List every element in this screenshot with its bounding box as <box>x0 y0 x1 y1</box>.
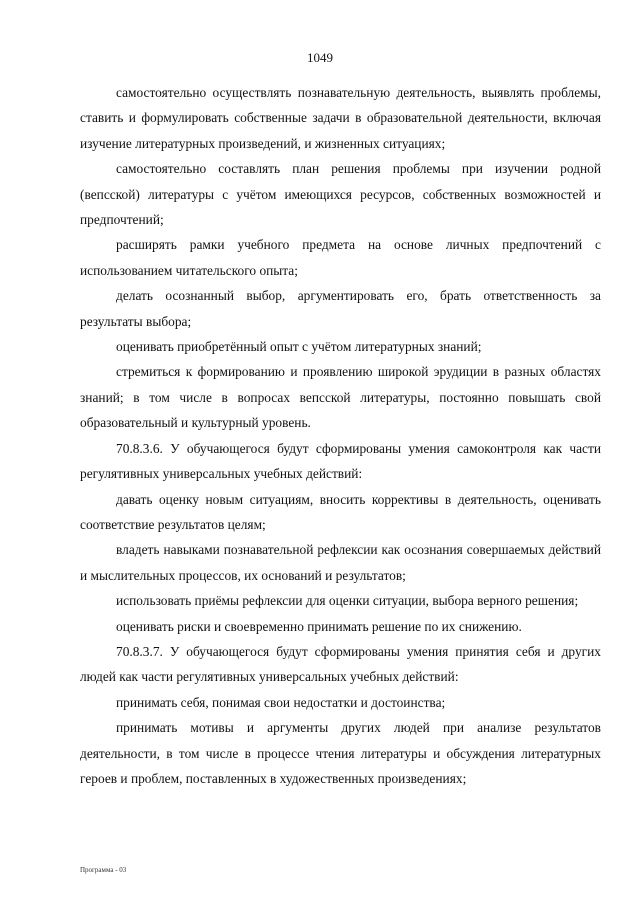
paragraph: давать оценку новым ситуациям, вносить коррективы в деятельность, оценивать соответствие результатов целям; <box>80 491 601 532</box>
section-paragraph: 70.8.3.7. У обучающегося будут сформированы умения принятия себя и других людей как части регулятивных универсальных учебных действий: <box>80 643 601 685</box>
footer-label: Программа - 03 <box>80 866 127 874</box>
paragraph: делать осознанный выбор, аргументировать его, брать ответственность за результаты выбора; <box>80 288 601 329</box>
paragraph: расширять рамки учебного предмета на основе личных предпочтений с использованием читательского опыта; <box>80 237 601 278</box>
page-number: 1049 <box>307 50 333 65</box>
paragraph: оценивать приобретённый опыт с учётом литературных знаний; <box>116 339 482 355</box>
paragraph: владеть навыками познавательной рефлексии как осознания совершаемых действий и мыслительных процессов, их оснований и результатов; <box>80 542 601 583</box>
paragraph: использовать приёмы рефлексии для оценки ситуации, выбора верного решения; <box>116 593 579 609</box>
paragraph: самостоятельно составлять план решения проблемы при изучении родной (вепсской) литературы с учётом имеющихся ресурсов, собственных возможностей и предпочтений; <box>80 161 601 228</box>
paragraph: самостоятельно осуществлять познавательную деятельность, выявлять проблемы, ставить и формулировать собственные задачи в образовательной деятельности, включая изучение литературных произведений, и жизненных ситуациях; <box>80 85 601 151</box>
paragraph: принимать себя, понимая свои недостатки и достоинства; <box>116 694 446 710</box>
paragraph: стремиться к формированию и проявлению широкой эрудиции в разных областях знаний; в том числе в вопросах вепсской литературы, постоянно повышать свой образовательный и культурный уровень. <box>80 364 601 431</box>
document-body <box>80 80 601 791</box>
section-paragraph: 70.8.3.6. У обучающегося будут сформированы умения самоконтроля как части регулятивных универсальных учебных действий: <box>80 440 601 482</box>
paragraph: оценивать риски и своевременно принимать решение по их снижению. <box>116 618 522 634</box>
paragraph: принимать мотивы и аргументы других людей при анализе результатов деятельности, в том числе в процессе чтения литературы и обсуждения литературных героев и проблем, поставленных в художественных произведениях; <box>80 720 601 786</box>
